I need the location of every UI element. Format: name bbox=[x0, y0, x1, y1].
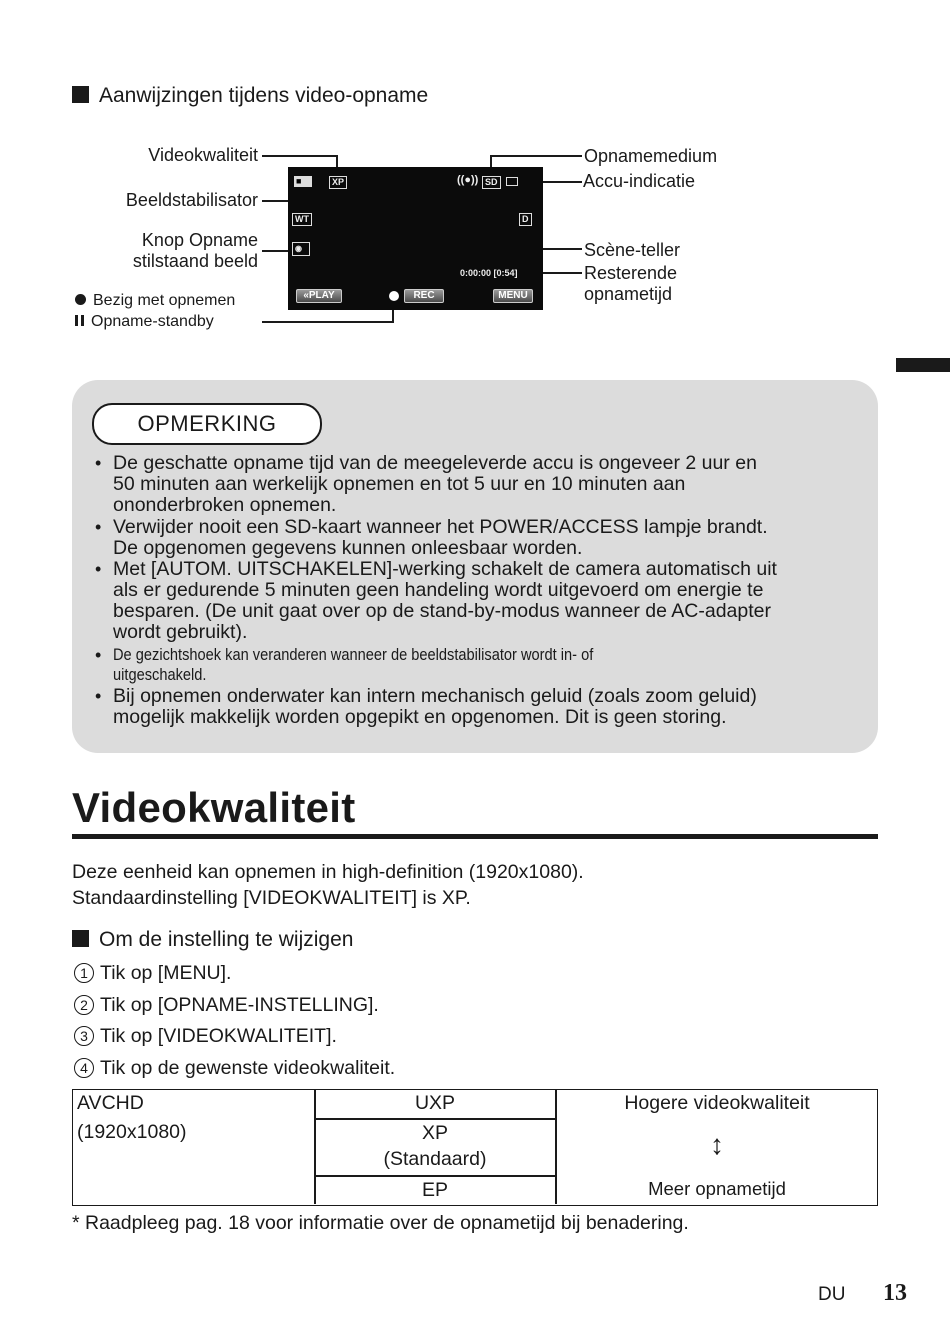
note-item: • Verwijder nooit een SD-kaart wanneer het POWER/ACCESS lampje brandt. De opgenomen gegevens kunnen onleesbaar worden. bbox=[95, 516, 768, 559]
step-3: 3 Tik op [VIDEOKWALITEIT]. bbox=[74, 1023, 337, 1049]
camera-snapshot-icon[interactable]: ◉ bbox=[292, 242, 310, 256]
remaining-time: [0:54] bbox=[493, 268, 518, 278]
camera-screen bbox=[288, 167, 543, 310]
quality-table bbox=[72, 1089, 878, 1206]
title-rule bbox=[72, 834, 878, 839]
rec-button[interactable]: REC bbox=[404, 289, 444, 303]
table-cell-more: Meer opnametijd bbox=[648, 1178, 786, 1199]
square-bullet-icon bbox=[72, 86, 89, 103]
note-item: • De gezichtshoek kan veranderen wanneer de beeldstabilisator wordt in- of uitgeschakeld. bbox=[95, 645, 594, 684]
battery-icon bbox=[506, 177, 518, 186]
step-2: 2 Tik op [OPNAME-INSTELLING]. bbox=[74, 992, 379, 1018]
note-item: • Met [AUTOM. UITSCHAKELEN]-werking schakelt de camera automatisch uit als er gedurende 5 minuten geen handeling wordt uitgevoerd om energie te besparen. (De unit gaat over op de stand-by-modus wanneer de AC-adapter wordt gebruikt). bbox=[95, 558, 777, 643]
label-videokwaliteit: Videokwaliteit bbox=[148, 145, 258, 165]
label-opnamemedium: Opnamemedium bbox=[584, 146, 718, 166]
label-beeldstabilisator: Beeldstabilisator bbox=[125, 190, 258, 210]
record-indicator-icon bbox=[389, 291, 399, 301]
label-knop-opname: Knop Opname stilstaand beeld bbox=[132, 230, 258, 271]
step-1: 1 Tik op [MENU]. bbox=[74, 960, 231, 986]
xp-quality-icon: XP bbox=[329, 176, 347, 189]
sd-card-icon: SD bbox=[482, 176, 501, 189]
record-dot-icon bbox=[75, 294, 86, 305]
label-bezig: Bezig met opnemen bbox=[75, 290, 235, 311]
step-4: 4 Tik op de gewenste videokwaliteit. bbox=[74, 1055, 395, 1081]
table-cell-higher: Hogere videokwaliteit bbox=[624, 1092, 810, 1114]
label-resterende: Resterende opnametijd bbox=[584, 263, 678, 304]
table-cell-ep: EP bbox=[421, 1179, 448, 1201]
table-cell-uxp: UXP bbox=[414, 1092, 456, 1114]
language-code: DU bbox=[818, 1284, 846, 1305]
step-number-icon: 2 bbox=[74, 995, 94, 1015]
video-mode-icon: ■ bbox=[294, 176, 312, 187]
step-number-icon: 4 bbox=[74, 1058, 94, 1078]
label-accu: Accu-indicatie bbox=[583, 171, 696, 191]
wt-zoom-icon[interactable]: WT bbox=[292, 213, 312, 226]
page-title: Videokwaliteit bbox=[72, 784, 356, 831]
page-number: 13 bbox=[883, 1280, 907, 1306]
note-item: • Bij opnemen onderwater kan intern mechanisch geluid (zoals zoom geluid) mogelijk makkelijk worden opgepikt en opgenomen. Dit is geen storing. bbox=[95, 685, 757, 728]
scene-counter: 0:00:00 [0:54] bbox=[460, 268, 518, 278]
play-button[interactable]: «PLAY bbox=[296, 289, 342, 303]
table-cell-xp: XP (Standaard) bbox=[383, 1122, 487, 1170]
label-scene-teller: Scène-teller bbox=[584, 240, 681, 260]
table-cell-format: AVCHD (1920x1080) bbox=[77, 1092, 187, 1143]
subheading: Om de instelling te wijzigen bbox=[72, 928, 353, 952]
label-standby: Opname-standby bbox=[75, 311, 214, 332]
intro-text: Deze eenheid kan opnemen in high-definition (1920x1080). Standaardinstelling [VIDEOKWALITEIT] is XP. bbox=[72, 861, 584, 909]
step-number-icon: 3 bbox=[74, 1026, 94, 1046]
section-heading: Aanwijzingen tijdens video-opname bbox=[72, 84, 428, 108]
pause-icon bbox=[75, 315, 78, 326]
up-down-arrow-icon: ↕ bbox=[710, 1129, 724, 1160]
menu-button[interactable]: MENU bbox=[493, 289, 533, 303]
side-tab-marker bbox=[896, 358, 950, 372]
note-item: • De geschatte opname tijd van de meegeleverde accu is ongeveer 2 uur en 50 minuten aan werkelijk opnemen en tot 5 uur en 10 minuten aan ononderbroken opnemen. bbox=[95, 452, 757, 516]
footnote: * Raadpleeg pag. 18 voor informatie over de opnametijd bij benadering. bbox=[72, 1212, 689, 1234]
step-number-icon: 1 bbox=[74, 963, 94, 983]
d-icon: D bbox=[519, 213, 532, 226]
note-title: OPMERKING bbox=[92, 403, 322, 445]
square-bullet-icon bbox=[72, 930, 89, 947]
stabilizer-icon: ((●)) bbox=[457, 174, 479, 186]
